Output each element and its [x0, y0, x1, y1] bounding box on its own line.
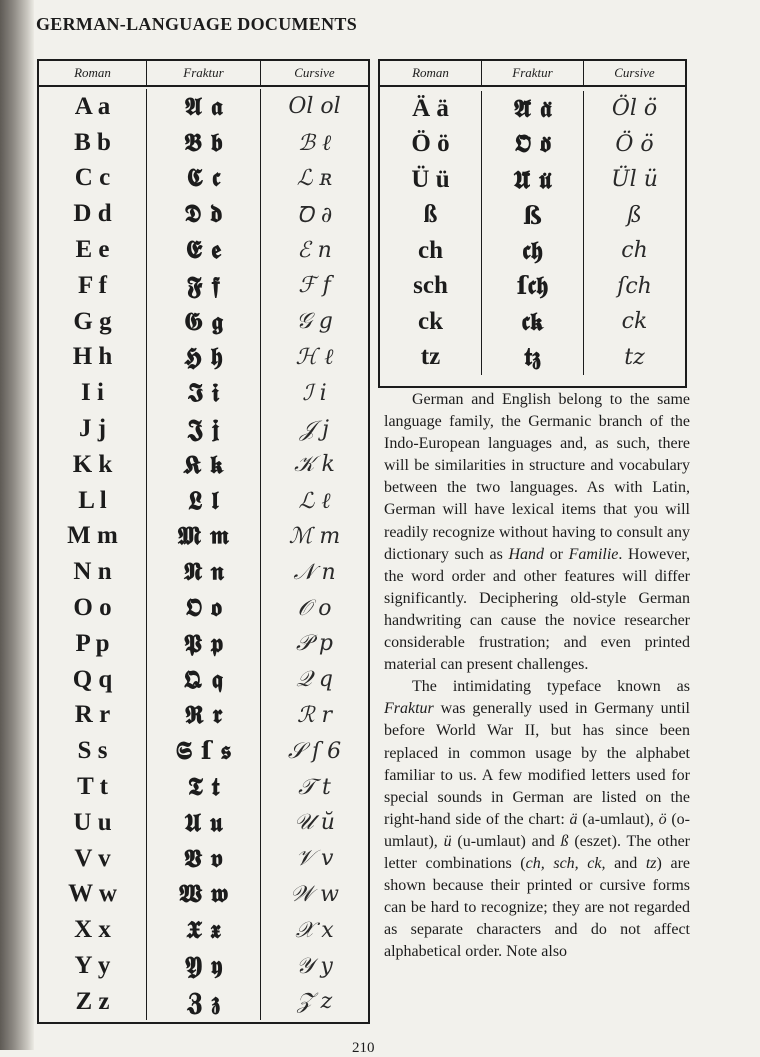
- cursive-cell: 𝒳 x: [295, 917, 334, 943]
- fraktur-cell: ſ𝖈𝖍: [482, 269, 584, 305]
- roman-cell: G g: [39, 304, 147, 340]
- cursive-cell: ℒ ʀ: [296, 165, 333, 191]
- roman-cell: Ä ä: [380, 91, 482, 127]
- roman-cell: L l: [39, 483, 147, 519]
- fraktur-cell: 𝕴 𝖎: [147, 375, 261, 411]
- fraktur-cell: 𝖙𝖟: [482, 340, 584, 376]
- table-row: [39, 841, 368, 877]
- cursive-cell: 𝒥 j: [300, 416, 329, 442]
- cursive-cell: ℱ f: [298, 273, 331, 299]
- header-cursive: Cursive: [294, 65, 335, 80]
- fraktur-cell: 𝕲 𝖌: [147, 304, 261, 340]
- table-row: [39, 912, 368, 948]
- cursive-cell: Ö ö: [615, 131, 654, 157]
- cursive-cell: 𝒵 z: [296, 989, 333, 1015]
- alphabet-table-right: [378, 59, 687, 388]
- roman-cell: ß: [380, 198, 482, 234]
- cursive-cell: ℛ r: [296, 702, 333, 728]
- cursive-cell: 𝒢 g: [296, 309, 333, 335]
- roman-cell: M m: [39, 519, 147, 555]
- fraktur-cell: 𝖄 𝖞: [147, 948, 261, 984]
- fraktur-cell: 𝕾 ſ 𝖘: [147, 733, 261, 769]
- table-row: [380, 304, 685, 340]
- table-row: [39, 662, 368, 698]
- fraktur-cell: 𝖈𝖍: [482, 233, 584, 269]
- fraktur-cell: 𝕵 𝖏: [147, 411, 261, 447]
- fraktur-cell: 𝕹 𝖓: [147, 554, 261, 590]
- table-row: [39, 125, 368, 161]
- cursive-cell: ß: [627, 202, 642, 228]
- roman-cell: F f: [39, 268, 147, 304]
- page-gutter-shadow: [0, 0, 34, 1050]
- roman-cell: Ö ö: [380, 127, 482, 163]
- fraktur-cell: 𝖂 𝖜: [147, 877, 261, 913]
- roman-cell: I i: [39, 375, 147, 411]
- table-row: [39, 698, 368, 734]
- table-row: [380, 162, 685, 198]
- header-fraktur: Fraktur: [482, 61, 584, 85]
- cursive-cell: ℐ i: [302, 380, 327, 406]
- fraktur-cell: 𝖈𝖐: [482, 304, 584, 340]
- cursive-cell: ck: [621, 309, 648, 335]
- text-run: (u-umlaut) and: [451, 832, 561, 850]
- table-row: [380, 269, 685, 305]
- table-row: [380, 127, 685, 163]
- cursive-cell: 𝒪 o: [297, 595, 332, 621]
- text-run-italic: ch, sch, ck,: [525, 854, 606, 872]
- table-row: [39, 519, 368, 555]
- text-run-italic: Fraktur: [384, 700, 434, 718]
- cursive-cell: ℳ m: [288, 523, 341, 549]
- roman-cell: A a: [39, 89, 147, 125]
- text-run-italic: tz: [645, 854, 657, 872]
- fraktur-cell: 𝕺̈ 𝖔̈: [482, 127, 584, 163]
- roman-cell: Z z: [39, 984, 147, 1020]
- text-run: or: [544, 545, 569, 563]
- roman-cell: N n: [39, 554, 147, 590]
- cursive-cell: 𝒩 n: [293, 559, 336, 585]
- roman-cell: K k: [39, 447, 147, 483]
- table-row: [39, 554, 368, 590]
- table-row: [39, 769, 368, 805]
- roman-cell: sch: [380, 269, 482, 305]
- fraktur-cell: 𝕱 𝖋: [147, 268, 261, 304]
- fraktur-cell: 𝕯 𝖉: [147, 196, 261, 232]
- text-run-italic: Familie: [568, 545, 619, 563]
- cursive-cell: ℋ ℓ: [295, 345, 334, 371]
- cursive-cell: tz: [624, 344, 645, 370]
- text-run: (a-umlaut),: [577, 810, 659, 828]
- fraktur-cell: 𝖁 𝖛: [147, 841, 261, 877]
- roman-cell: Q q: [39, 662, 147, 698]
- table-row: [380, 91, 685, 127]
- header-roman: Roman: [380, 61, 482, 85]
- cursive-cell: 𝒴 y: [296, 953, 333, 979]
- table-row: [39, 447, 368, 483]
- cursive-cell: 𝒮 ſ 6: [287, 738, 342, 764]
- text-run: was generally used in Germany until before World War II, but has since been replaced in common usage by the alphabet familiar to us. A few modified letters used for special sounds in German are listed on the right-hand side of the chart:: [384, 700, 690, 828]
- roman-cell: T t: [39, 769, 147, 805]
- table-row: [380, 233, 685, 269]
- text-run: German and English belong to the same language family, the Germanic branch of the Indo-European languages and, as such, there will be similarities in structure and vocabulary between the two languages. As with Latin, German will have lexical items that you will readily recognize without having to consult any dictionary such as: [384, 391, 690, 563]
- roman-cell: ch: [380, 233, 482, 269]
- table-row: [39, 89, 368, 125]
- text-run: (eszet). The other letter combinations (: [384, 832, 691, 872]
- fraktur-cell: 𝕿 𝖙: [147, 769, 261, 805]
- cursive-cell: 𝒦 k: [294, 452, 335, 478]
- fraktur-cell: 𝕬̈ 𝖆̈: [482, 91, 584, 127]
- table-row: [39, 877, 368, 913]
- text-run: The intimidating typeface known as: [412, 678, 690, 696]
- cursive-cell: 𝒰 ŭ: [294, 810, 335, 836]
- roman-cell: P p: [39, 626, 147, 662]
- roman-cell: V v: [39, 841, 147, 877]
- table-row: [39, 626, 368, 662]
- fraktur-cell: ß: [482, 198, 584, 234]
- body-text: [384, 389, 690, 963]
- cursive-cell: 𝒲 w: [290, 881, 339, 907]
- fraktur-cell: 𝖅 𝖟: [147, 984, 261, 1020]
- cursive-cell: ch: [621, 238, 648, 264]
- table-row: [39, 984, 368, 1020]
- cursive-cell: 𝒬 q: [296, 667, 333, 693]
- cursive-cell: Ül ü: [611, 167, 658, 193]
- roman-cell: O o: [39, 590, 147, 626]
- roman-cell: J j: [39, 411, 147, 447]
- table-row: [39, 161, 368, 197]
- roman-cell: Y y: [39, 948, 147, 984]
- roman-cell: W w: [39, 877, 147, 913]
- table-row: [39, 948, 368, 984]
- roman-cell: Ü ü: [380, 162, 482, 198]
- roman-cell: C c: [39, 161, 147, 197]
- cursive-cell: 𝒫 p: [296, 631, 333, 657]
- table-row: [39, 340, 368, 376]
- fraktur-cell: 𝕬 𝖆: [147, 89, 261, 125]
- text-run-italic: ß: [560, 832, 569, 850]
- fraktur-cell: 𝕷 𝖑: [147, 483, 261, 519]
- table-row: [39, 375, 368, 411]
- alphabet-table-left: [37, 59, 370, 1024]
- roman-cell: S s: [39, 733, 147, 769]
- fraktur-cell: 𝕳 𝖍: [147, 340, 261, 376]
- roman-cell: X x: [39, 912, 147, 948]
- header-cursive: Cursive: [614, 65, 655, 80]
- text-run-italic: ä: [569, 810, 578, 828]
- cursive-cell: ℰ n: [297, 237, 332, 263]
- text-run-italic: Hand: [508, 545, 544, 563]
- table-row: [39, 268, 368, 304]
- table-row: [39, 411, 368, 447]
- cursive-cell: Öl ö: [611, 96, 658, 122]
- table-header: [39, 61, 368, 87]
- table-body: [39, 87, 368, 1022]
- table-row: [380, 340, 685, 376]
- cursive-cell: ℒ ℓ: [298, 488, 331, 514]
- roman-cell: D d: [39, 196, 147, 232]
- fraktur-cell: 𝕺 𝖔: [147, 590, 261, 626]
- roman-cell: R r: [39, 698, 147, 734]
- page-header: GERMAN-LANGUAGE DOCUMENTS: [36, 14, 358, 34]
- cursive-cell: 𝒯 t: [298, 774, 331, 800]
- cursive-cell: 𝒱 v: [295, 846, 334, 872]
- fraktur-cell: 𝕰 𝖊: [147, 232, 261, 268]
- fraktur-cell: 𝕼 𝖖: [147, 662, 261, 698]
- roman-cell: U u: [39, 805, 147, 841]
- fraktur-cell: 𝕭 𝖇: [147, 125, 261, 161]
- header-roman: Roman: [39, 61, 147, 85]
- table-header: [380, 61, 685, 87]
- text-run: ) are shown because their printed or cursive forms can be hard to recognize; they are not regarded as separate characters and do not affect alphabetical order. Note also: [384, 854, 691, 961]
- cursive-cell: ſch: [617, 273, 652, 299]
- paragraph: [384, 389, 690, 676]
- text-run-italic: ü: [443, 832, 452, 850]
- roman-cell: E e: [39, 232, 147, 268]
- table-row: [380, 198, 685, 234]
- cursive-cell: Ol ol: [288, 94, 341, 120]
- fraktur-cell: 𝕽 𝖗: [147, 698, 261, 734]
- table-row: [39, 304, 368, 340]
- table-row: [39, 232, 368, 268]
- fraktur-cell: 𝕶 𝖐: [147, 447, 261, 483]
- roman-cell: B b: [39, 125, 147, 161]
- text-run: and: [605, 854, 646, 872]
- roman-cell: ck: [380, 304, 482, 340]
- table-row: [39, 805, 368, 841]
- fraktur-cell: 𝕸 𝖒: [147, 519, 261, 555]
- page-number: 210: [352, 1040, 375, 1056]
- text-run: (o-umlaut),: [384, 810, 690, 850]
- cursive-cell: Ꝺ ∂: [296, 203, 333, 229]
- table-row: [39, 483, 368, 519]
- cursive-cell: ℬ ℓ: [297, 130, 332, 156]
- fraktur-cell: 𝖀 𝖚: [147, 805, 261, 841]
- roman-cell: H h: [39, 340, 147, 376]
- table-row: [39, 590, 368, 626]
- text-run: . However, the word order and other features will differ significantly. Deciphering old-style German handwriting can cause the novice researcher considerable frustration; and even printed material can present challenges.: [384, 545, 691, 674]
- paragraph: [384, 676, 690, 963]
- roman-cell: tz: [380, 340, 482, 376]
- header-fraktur: Fraktur: [147, 61, 261, 85]
- fraktur-cell: 𝕮 𝖈: [147, 161, 261, 197]
- table-row: [39, 196, 368, 232]
- fraktur-cell: 𝖀̈ 𝖚̈: [482, 162, 584, 198]
- table-row: [39, 733, 368, 769]
- text-run-italic: ö: [658, 810, 667, 828]
- fraktur-cell: 𝖃 𝖝: [147, 912, 261, 948]
- fraktur-cell: 𝕻 𝖕: [147, 626, 261, 662]
- table-body: [380, 87, 685, 386]
